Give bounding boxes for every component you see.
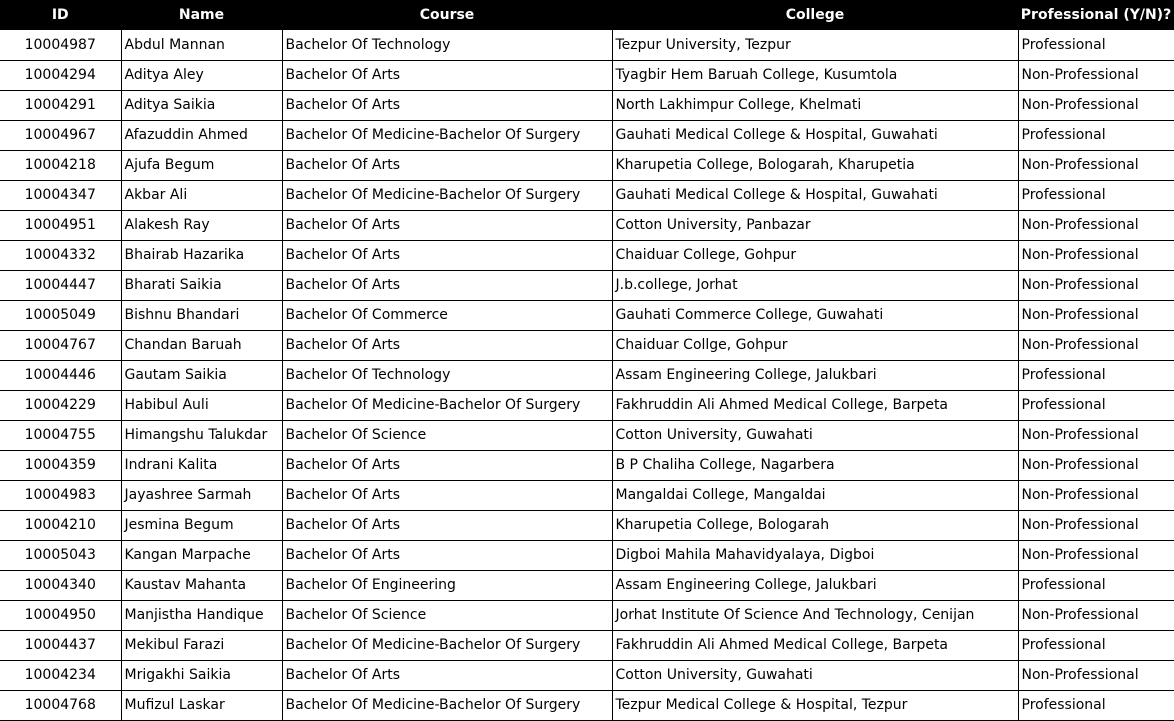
cell-name: Abdul Mannan <box>121 30 282 60</box>
cell-course: Bachelor Of Science <box>282 600 612 630</box>
cell-college: Kharupetia College, Bologarah <box>612 510 1018 540</box>
table-row <box>0 240 1174 270</box>
cell-name: Kangan Marpache <box>121 540 282 570</box>
cell-college: Assam Engineering College, Jalukbari <box>612 570 1018 600</box>
header-college: College <box>612 0 1018 30</box>
cell-id: 10005043 <box>0 540 121 570</box>
cell-name: Alakesh Ray <box>121 210 282 240</box>
cell-name: Aditya Aley <box>121 60 282 90</box>
table-row <box>0 120 1174 150</box>
table-row <box>0 630 1174 660</box>
table-row <box>0 270 1174 300</box>
cell-professional: Professional <box>1018 360 1174 390</box>
cell-id: 10004446 <box>0 360 121 390</box>
cell-id: 10005049 <box>0 300 121 330</box>
cell-course: Bachelor Of Arts <box>282 510 612 540</box>
cell-course: Bachelor Of Arts <box>282 660 612 690</box>
cell-name: Indrani Kalita <box>121 450 282 480</box>
table-row <box>0 480 1174 510</box>
cell-professional: Professional <box>1018 630 1174 660</box>
cell-name: Habibul Auli <box>121 390 282 420</box>
cell-professional: Professional <box>1018 690 1174 720</box>
table-row <box>0 390 1174 420</box>
cell-course: Bachelor Of Engineering <box>282 570 612 600</box>
cell-id: 10004951 <box>0 210 121 240</box>
cell-id: 10004291 <box>0 90 121 120</box>
cell-id: 10004234 <box>0 660 121 690</box>
table-row <box>0 30 1174 60</box>
cell-course: Bachelor Of Science <box>282 420 612 450</box>
cell-course: Bachelor Of Arts <box>282 90 612 120</box>
cell-professional: Non-Professional <box>1018 240 1174 270</box>
cell-course: Bachelor Of Technology <box>282 360 612 390</box>
cell-college: J.b.college, Jorhat <box>612 270 1018 300</box>
cell-college: Gauhati Commerce College, Guwahati <box>612 300 1018 330</box>
cell-professional: Non-Professional <box>1018 270 1174 300</box>
cell-id: 10004210 <box>0 510 121 540</box>
cell-id: 10004967 <box>0 120 121 150</box>
cell-name: Bharati Saikia <box>121 270 282 300</box>
cell-course: Bachelor Of Technology <box>282 30 612 60</box>
cell-name: Gautam Saikia <box>121 360 282 390</box>
cell-college: Cotton University, Guwahati <box>612 420 1018 450</box>
cell-professional: Non-Professional <box>1018 150 1174 180</box>
header-name: Name <box>121 0 282 30</box>
cell-course: Bachelor Of Arts <box>282 330 612 360</box>
cell-professional: Non-Professional <box>1018 300 1174 330</box>
cell-id: 10004768 <box>0 690 121 720</box>
cell-name: Chandan Baruah <box>121 330 282 360</box>
table-row <box>0 660 1174 690</box>
cell-professional: Non-Professional <box>1018 600 1174 630</box>
table-row <box>0 690 1174 720</box>
cell-name: Jesmina Begum <box>121 510 282 540</box>
cell-name: Himangshu Talukdar <box>121 420 282 450</box>
cell-name: Aditya Saikia <box>121 90 282 120</box>
cell-professional: Non-Professional <box>1018 420 1174 450</box>
cell-professional: Professional <box>1018 180 1174 210</box>
cell-id: 10004347 <box>0 180 121 210</box>
cell-course: Bachelor Of Commerce <box>282 300 612 330</box>
cell-course: Bachelor Of Medicine-Bachelor Of Surgery <box>282 630 612 660</box>
cell-id: 10004332 <box>0 240 121 270</box>
table-row <box>0 360 1174 390</box>
cell-id: 10004983 <box>0 480 121 510</box>
table-row <box>0 600 1174 630</box>
table-row <box>0 330 1174 360</box>
table-row <box>0 510 1174 540</box>
cell-id: 10004447 <box>0 270 121 300</box>
table-row <box>0 180 1174 210</box>
header-id: ID <box>0 0 121 30</box>
cell-name: Manjistha Handique <box>121 600 282 630</box>
cell-college: Tezpur University, Tezpur <box>612 30 1018 60</box>
table-row <box>0 90 1174 120</box>
table-row <box>0 300 1174 330</box>
cell-id: 10004294 <box>0 60 121 90</box>
cell-professional: Professional <box>1018 30 1174 60</box>
cell-course: Bachelor Of Arts <box>282 240 612 270</box>
cell-course: Bachelor Of Medicine-Bachelor Of Surgery <box>282 690 612 720</box>
cell-college: Tezpur Medical College & Hospital, Tezpur <box>612 690 1018 720</box>
cell-name: Kaustav Mahanta <box>121 570 282 600</box>
cell-college: Cotton University, Guwahati <box>612 660 1018 690</box>
cell-name: Akbar Ali <box>121 180 282 210</box>
cell-college: B P Chaliha College, Nagarbera <box>612 450 1018 480</box>
cell-name: Bishnu Bhandari <box>121 300 282 330</box>
cell-college: Chaiduar Collge, Gohpur <box>612 330 1018 360</box>
cell-college: Chaiduar College, Gohpur <box>612 240 1018 270</box>
cell-name: Ajufa Begum <box>121 150 282 180</box>
cell-id: 10004340 <box>0 570 121 600</box>
cell-id: 10004218 <box>0 150 121 180</box>
table-body <box>0 30 1174 720</box>
cell-id: 10004950 <box>0 600 121 630</box>
cell-professional: Non-Professional <box>1018 90 1174 120</box>
header-course: Course <box>282 0 612 30</box>
cell-professional: Non-Professional <box>1018 540 1174 570</box>
cell-course: Bachelor Of Arts <box>282 540 612 570</box>
cell-professional: Professional <box>1018 120 1174 150</box>
table-row <box>0 570 1174 600</box>
cell-id: 10004767 <box>0 330 121 360</box>
cell-name: Afazuddin Ahmed <box>121 120 282 150</box>
cell-id: 10004437 <box>0 630 121 660</box>
cell-name: Mrigakhi Saikia <box>121 660 282 690</box>
cell-professional: Non-Professional <box>1018 450 1174 480</box>
cell-college: Cotton University, Panbazar <box>612 210 1018 240</box>
cell-college: Gauhati Medical College & Hospital, Guwahati <box>612 180 1018 210</box>
cell-college: Gauhati Medical College & Hospital, Guwahati <box>612 120 1018 150</box>
cell-college: North Lakhimpur College, Khelmati <box>612 90 1018 120</box>
cell-name: Mekibul Farazi <box>121 630 282 660</box>
cell-college: Fakhruddin Ali Ahmed Medical College, Barpeta <box>612 630 1018 660</box>
cell-professional: Non-Professional <box>1018 210 1174 240</box>
cell-college: Digboi Mahila Mahavidyalaya, Digboi <box>612 540 1018 570</box>
table-row <box>0 210 1174 240</box>
cell-course: Bachelor Of Arts <box>282 270 612 300</box>
cell-college: Assam Engineering College, Jalukbari <box>612 360 1018 390</box>
cell-college: Tyagbir Hem Baruah College, Kusumtola <box>612 60 1018 90</box>
cell-name: Mufizul Laskar <box>121 690 282 720</box>
cell-id: 10004755 <box>0 420 121 450</box>
cell-college: Fakhruddin Ali Ahmed Medical College, Barpeta <box>612 390 1018 420</box>
table-row <box>0 420 1174 450</box>
table-row <box>0 60 1174 90</box>
cell-course: Bachelor Of Arts <box>282 60 612 90</box>
cell-course: Bachelor Of Arts <box>282 210 612 240</box>
header-row <box>0 0 1174 30</box>
cell-professional: Professional <box>1018 390 1174 420</box>
cell-college: Jorhat Institute Of Science And Technology, Cenijan <box>612 600 1018 630</box>
cell-course: Bachelor Of Arts <box>282 480 612 510</box>
cell-id: 10004987 <box>0 30 121 60</box>
cell-professional: Non-Professional <box>1018 330 1174 360</box>
cell-college: Kharupetia College, Bologarah, Kharupetia <box>612 150 1018 180</box>
cell-professional: Non-Professional <box>1018 660 1174 690</box>
cell-professional: Non-Professional <box>1018 60 1174 90</box>
cell-professional: Non-Professional <box>1018 510 1174 540</box>
cell-professional: Professional <box>1018 570 1174 600</box>
cell-course: Bachelor Of Arts <box>282 450 612 480</box>
table-row <box>0 150 1174 180</box>
cell-course: Bachelor Of Medicine-Bachelor Of Surgery <box>282 120 612 150</box>
cell-name: Bhairab Hazarika <box>121 240 282 270</box>
table-row <box>0 450 1174 480</box>
header-professional: Professional (Y/N)? <box>1018 0 1174 30</box>
table-row <box>0 540 1174 570</box>
cell-course: Bachelor Of Medicine-Bachelor Of Surgery <box>282 180 612 210</box>
cell-course: Bachelor Of Medicine-Bachelor Of Surgery <box>282 390 612 420</box>
cell-id: 10004359 <box>0 450 121 480</box>
cell-id: 10004229 <box>0 390 121 420</box>
cell-college: Mangaldai College, Mangaldai <box>612 480 1018 510</box>
cell-name: Jayashree Sarmah <box>121 480 282 510</box>
cell-professional: Non-Professional <box>1018 480 1174 510</box>
cell-course: Bachelor Of Arts <box>282 150 612 180</box>
